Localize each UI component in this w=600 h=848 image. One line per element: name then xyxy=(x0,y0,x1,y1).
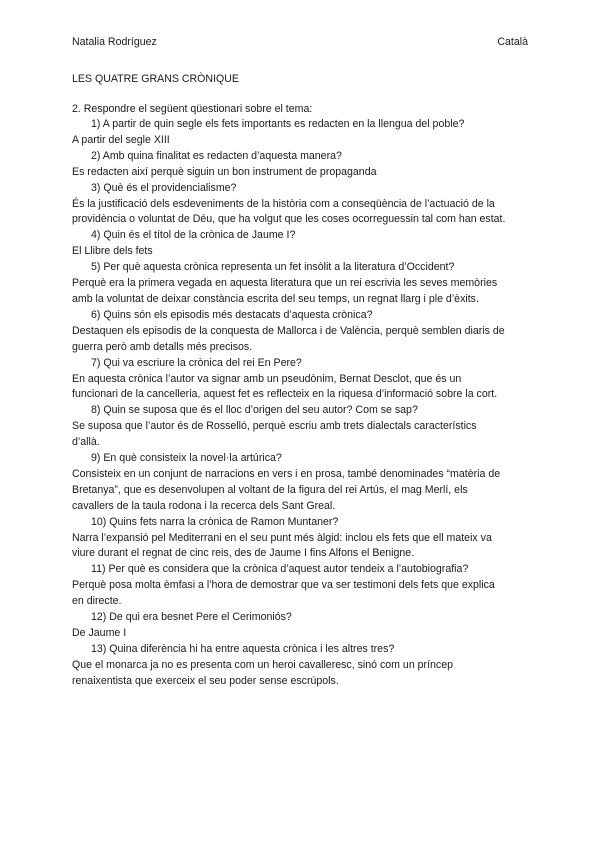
question-7: 7) Qui va escriure la crònica del rei En Pere? xyxy=(91,356,302,369)
question-6: 6) Quins són els episodis més destacats d’aquesta crònica? xyxy=(91,308,373,321)
question-12: 12) De qui era besnet Pere el Cerimoniós? xyxy=(91,611,292,624)
subject-label: Català xyxy=(497,36,528,48)
question-10: 10) Quins fets narra la crònica de Ramon Muntaner? xyxy=(91,515,339,528)
answer-9: Consisteix en un conjunt de narracions en vers i en prosa, també denominades “matèria de Bretanya”, que es desenvolupen al voltant de la figura del rei Artús, el mag Merlí, els cavallers de la taula rodona i la recerca dels Sant Greal. xyxy=(72,467,501,512)
answer-3: És la justificació dels esdeveniments de la història com a conseqüència de l’actuació de la providència o voluntat de Déu, que ha volgut que les coses ocorreguessin tal com han estat. xyxy=(72,197,506,226)
page-header xyxy=(72,35,528,51)
question-5: 5) Per què aquesta crònica representa un fet insòlit a la literatura d’Occident? xyxy=(91,261,455,274)
exercise-instruction: 2. Respondre el següent qüestionari sobre el tema: xyxy=(72,103,313,115)
answer-2: Es redacten així perquè siguin un bon instrument de propaganda xyxy=(72,165,377,178)
question-11: 11) Per què es considera que la crònica d’aquest autor tendeix a l’autobiografia? xyxy=(91,563,469,576)
question-3: 3) Què és el providencialisme? xyxy=(91,181,237,194)
answer-1: A partir del segle XIII xyxy=(72,133,170,146)
answer-7: En aquesta crònica l’autor va signar amb un pseudònim, Bernat Desclot, que és un funcionari de la cancelleria, aquest fet es reflecteix en la riquesa d’informació sobre la cort. xyxy=(72,372,498,401)
question-2: 2) Amb quina finalitat es redacten d’aquesta manera? xyxy=(91,149,342,162)
question-1: 1) A partir de quin segle els fets importants es redacten en la llengua del poble? xyxy=(91,118,465,130)
answer-4: El Llibre dels fets xyxy=(72,245,153,258)
author-name: Natalia Rodríguez xyxy=(72,36,157,48)
answer-5: Perquè era la primera vegada en aquesta literatura que un rei escrivia les seves memòries amb la voluntat de deixar constància escrita del seu temps, un regnat llarg i ple d’èxits. xyxy=(72,277,498,305)
answer-12: De Jaume I xyxy=(72,627,127,639)
document-title: LES QUATRE GRANS CRÒNIQUE xyxy=(72,73,239,85)
question-9: 9) En què consisteix la novel·la artúrica? xyxy=(91,452,282,465)
answer-8: Se suposa que l’autor és de Rosselló, perquè escriu amb trets dialectals característics d’allà. xyxy=(72,420,477,449)
answer-13: Que el monarca ja no es presenta com un heroi cavalleresc, sinó com un príncep renaixentista que exerceix el seu poder sense escrúpols. xyxy=(72,658,453,687)
question-8: 8) Quin se suposa que és el lloc d’origen del seu autor? Com se sap? xyxy=(91,404,418,417)
questionnaire xyxy=(72,117,542,690)
question-4: 4) Quin és el títol de la crònica de Jaume I? xyxy=(91,229,296,242)
answer-10: Narra l’expansió pel Mediterrani en el seu punt més àlgid: inclou els fets que ell mateix va viure durant el regnat de cinc reis, des de Jaume I fins Alfons el Benigne. xyxy=(72,531,492,560)
answer-11: Perquè posa molta èmfasi a l’hora de demostrar que va ser testimoni dels fets que explica en directe. xyxy=(72,579,495,608)
question-13: 13) Quina diferència hi ha entre aquesta crònica i les altres tres? xyxy=(91,642,395,655)
answer-6: Destaquen els episodis de la conquesta de Mallorca i de València, perquè semblen diaris de guerra però amb detalls més precisos. xyxy=(72,324,505,353)
